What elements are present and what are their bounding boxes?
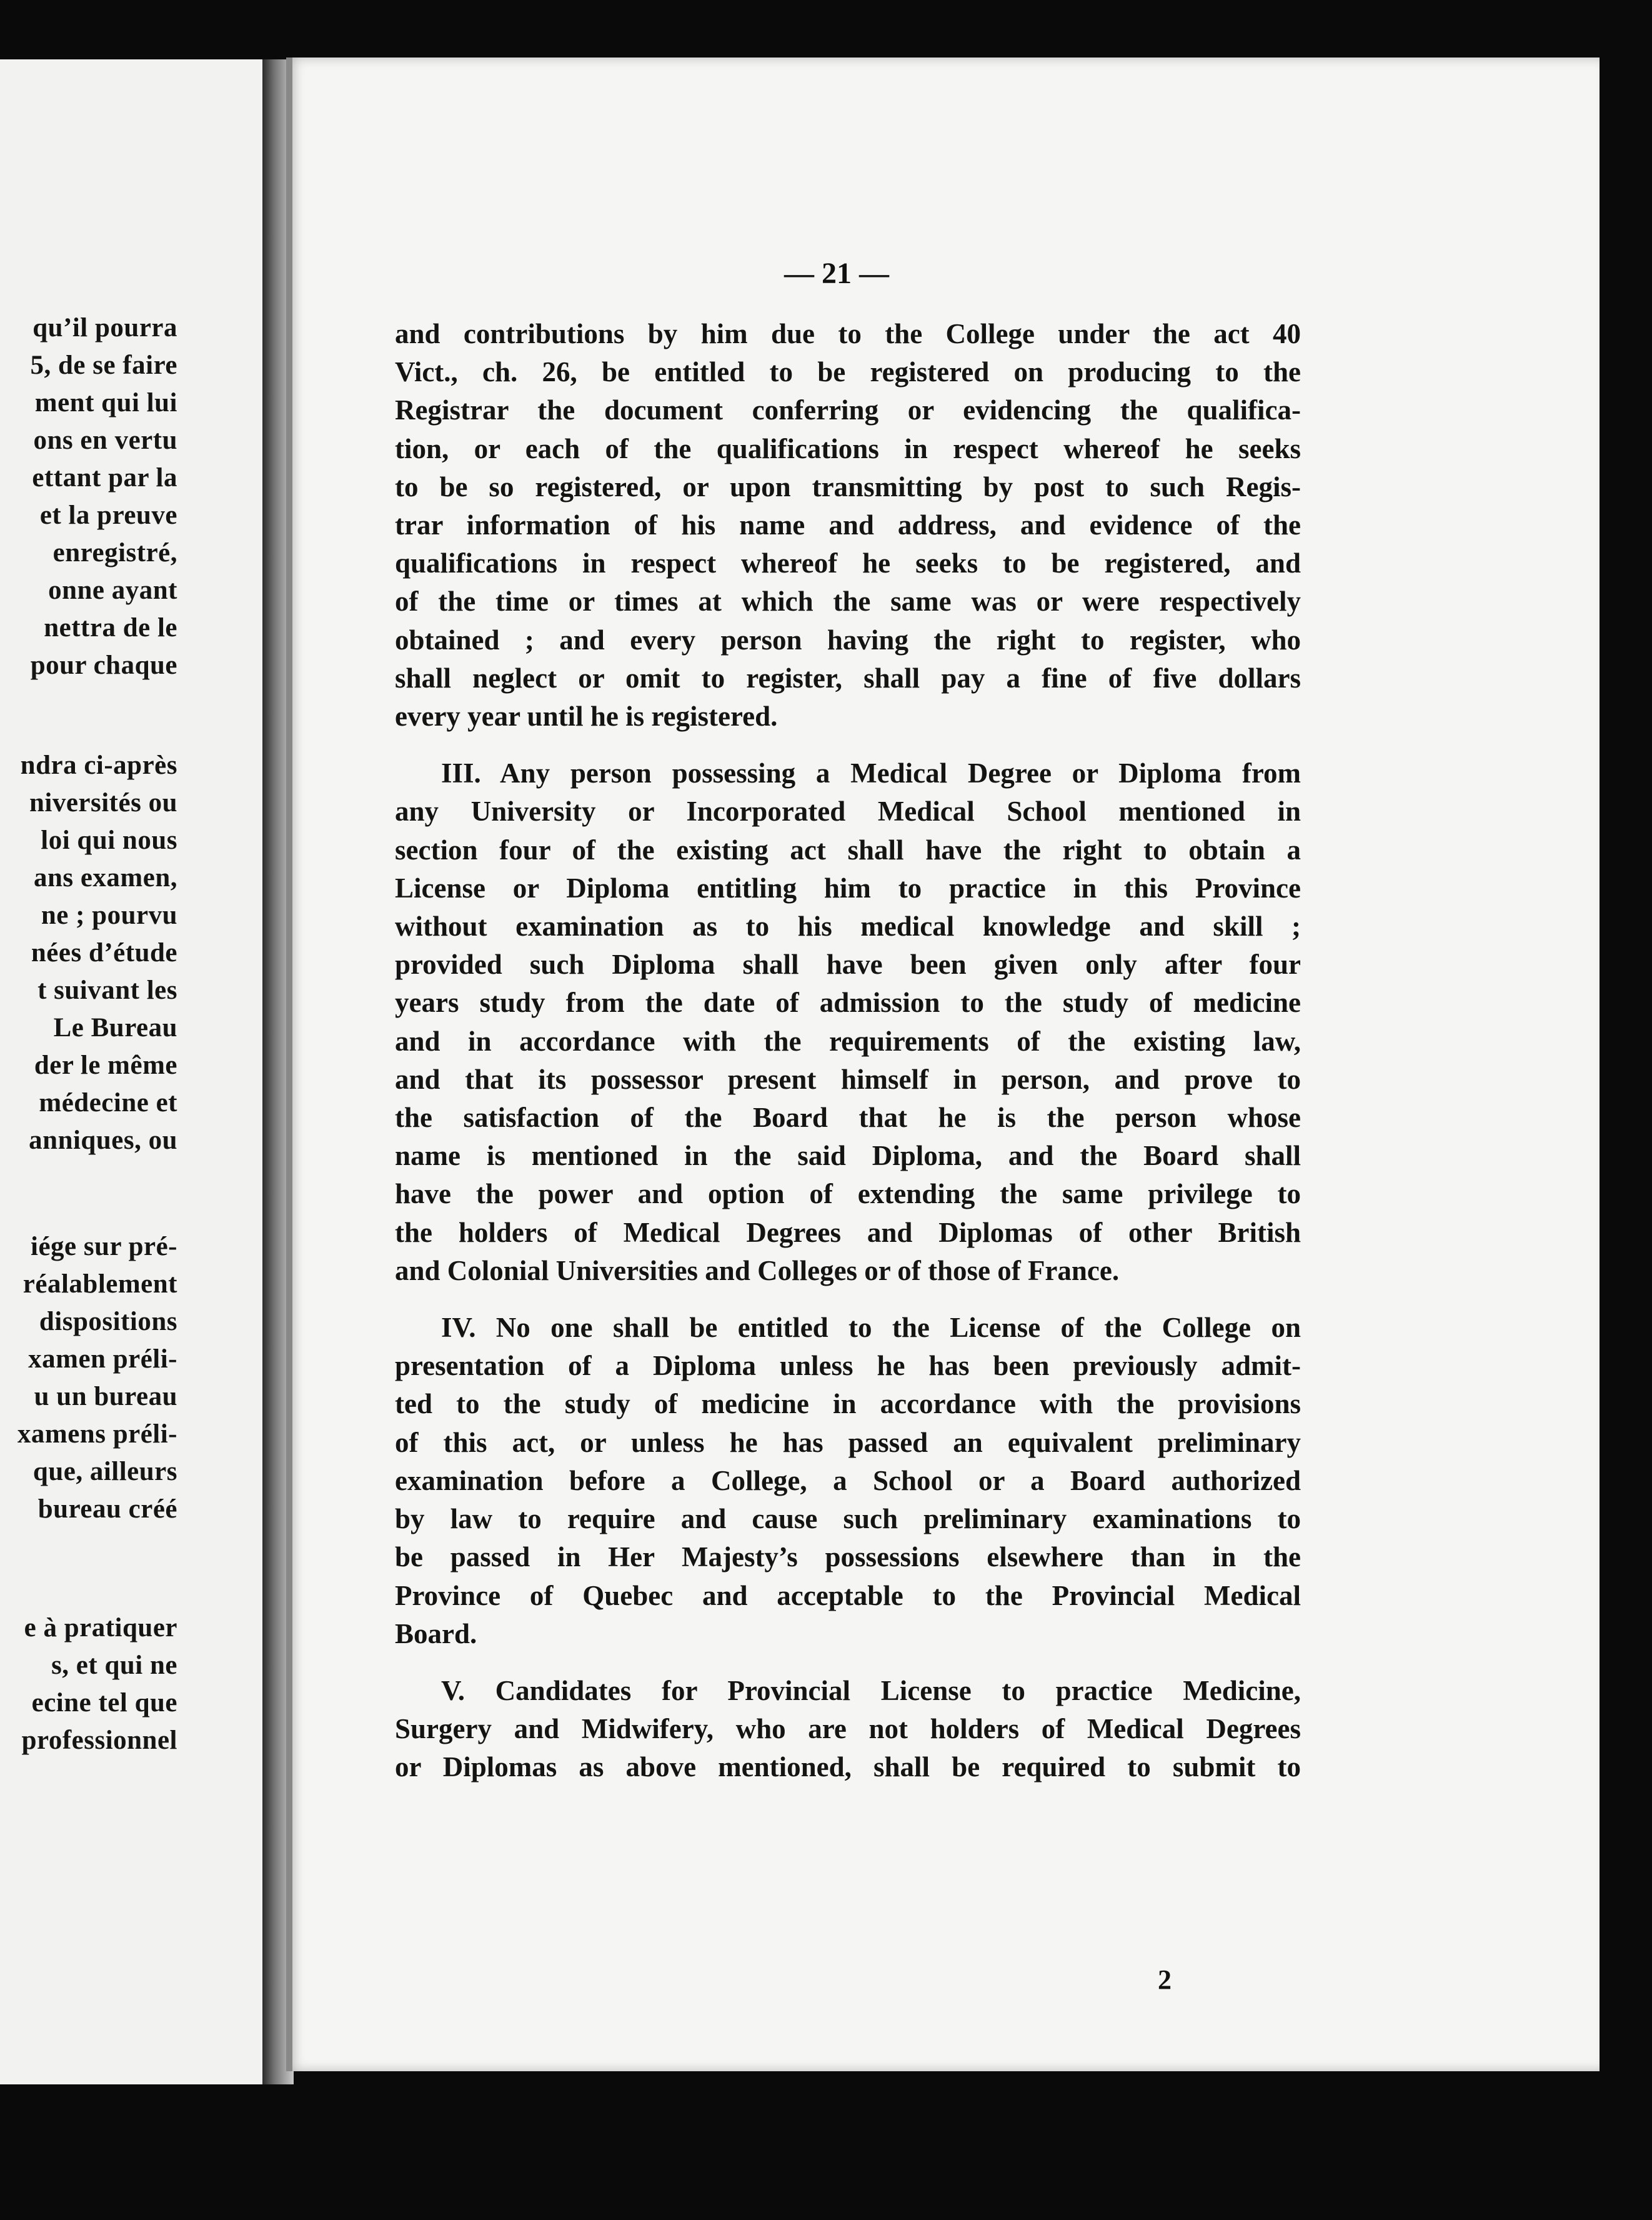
left-page-line: onne ayant xyxy=(48,576,177,605)
text-line: and contributions by him due to the College under the act 40 xyxy=(395,318,1301,349)
left-page-line: nettra de le xyxy=(44,613,177,642)
left-page-line: ettant par la xyxy=(32,463,177,492)
paragraph xyxy=(395,1309,1301,1653)
left-page-line: niversités ou xyxy=(29,788,177,818)
text-line: obtained ; and every person having the right to register, who xyxy=(395,624,1301,656)
left-page-line: t suivant les xyxy=(37,976,177,1005)
text-line: any University or Incorporated Medical School mentioned in xyxy=(395,796,1301,828)
text-line: section four of the existing act shall have the right to obtain a xyxy=(395,834,1301,866)
text-line: or Diplomas as above mentioned, shall be required to submit to xyxy=(395,1751,1301,1783)
left-page-line: que, ailleurs xyxy=(32,1457,177,1486)
left-page-line: bureau créé xyxy=(37,1494,177,1524)
text-line: III. Any person possessing a Medical Degree or Diploma from xyxy=(441,758,1301,789)
text-line: provided such Diploma shall have been given only after four xyxy=(395,949,1301,981)
left-page-line: médecine et xyxy=(39,1088,177,1118)
text-line: name is mentioned in the said Diploma, and the Board shall xyxy=(395,1140,1301,1172)
text-line: Province of Quebec and acceptable to the Provincial Medical xyxy=(395,1579,1301,1611)
left-page-line: enregistré, xyxy=(52,538,177,568)
text-line: Board. xyxy=(395,1618,477,1649)
text-line: and that its possessor present himself in person, and prove to xyxy=(395,1063,1301,1095)
left-page-line: Le Bureau xyxy=(53,1013,177,1042)
text-line: without examination as to his medical knowledge and skill ; xyxy=(395,911,1301,942)
left-page-line: u un bureau xyxy=(34,1382,177,1411)
text-line: have the power and option of extending the same privilege to xyxy=(395,1178,1301,1210)
left-page-line: pour chaque xyxy=(30,651,177,680)
left-page-line: iége sur pré- xyxy=(31,1232,177,1261)
page-edge xyxy=(286,58,292,2071)
left-page-line: anniques, ou xyxy=(29,1126,177,1155)
left-page-line: 5, de se faire xyxy=(30,351,177,380)
left-page-line: nées d’étude xyxy=(31,938,177,968)
text-line: shall neglect or omit to register, shall pay a fine of five dollars xyxy=(395,662,1301,694)
text-line: IV. No one shall be entitled to the License of the College on xyxy=(441,1312,1301,1344)
text-line: tion, or each of the qualifications in respect whereof he seeks xyxy=(395,432,1301,464)
text-line: License or Diploma entitling him to practice in this Province xyxy=(395,872,1301,904)
text-line: of the time or times at which the same was or were respectively xyxy=(395,586,1301,618)
body-text xyxy=(395,315,1301,1787)
left-page-line: s, et qui ne xyxy=(51,1651,177,1680)
left-page-line: ndra ci-après xyxy=(20,751,177,780)
text-line: presentation of a Diploma unless he has been previously admit- xyxy=(395,1350,1301,1382)
left-page-line: et la preuve xyxy=(39,501,177,530)
left-page-line: ment qui lui xyxy=(34,388,177,418)
text-line: the holders of Medical Degrees and Diplomas of other British xyxy=(395,1216,1301,1248)
text-line: ted to the study of medicine in accordance with the provisions xyxy=(395,1388,1301,1420)
left-page-line: qu’il pourra xyxy=(32,313,177,342)
text-line: and Colonial Universities and Colleges or of those of France. xyxy=(395,1254,1120,1286)
text-line: qualifications in respect whereof he seeks to be registered, and xyxy=(395,548,1301,579)
left-page-line: ans examen, xyxy=(33,863,177,892)
text-line: trar information of his name and address, and evidence of the xyxy=(395,509,1301,541)
text-line: V. Candidates for Provincial License to practice Medicine, xyxy=(441,1674,1301,1706)
signature-mark: 2 xyxy=(1158,1964,1172,1995)
paragraph xyxy=(395,1672,1301,1787)
left-page-line: réalablement xyxy=(22,1269,177,1299)
text-line: years study from the date of admission to the study of medicine xyxy=(395,987,1301,1019)
text-line: to be so registered, or upon transmitting by post to such Regis- xyxy=(395,471,1301,502)
text-line: of this act, or unless he has passed an equivalent preliminary xyxy=(395,1426,1301,1458)
left-page-line: xamen préli- xyxy=(28,1344,177,1374)
left-page-line: ne ; pourvu xyxy=(41,901,177,930)
left-page-line: professionnel xyxy=(21,1726,177,1755)
left-page-line: ecine tel que xyxy=(31,1688,177,1718)
left-page-line: e à pratiquer xyxy=(24,1613,177,1642)
text-line: the satisfaction of the Board that he is the person whose xyxy=(395,1102,1301,1134)
text-line: and in accordance with the requirements of the existing law, xyxy=(395,1025,1301,1057)
left-page-line: dispositions xyxy=(39,1307,177,1336)
left-page-line: xamens préli- xyxy=(17,1419,177,1449)
text-line: by law to require and cause such preliminary examinations to xyxy=(395,1503,1301,1535)
paragraph xyxy=(395,754,1301,1290)
text-line: Registrar the document conferring or evidencing the qualifica- xyxy=(395,394,1301,426)
text-line: Vict., ch. 26, be entitled to be registered on producing to the xyxy=(395,356,1301,388)
text-line: be passed in Her Majesty’s possessions elsewhere than in the xyxy=(395,1541,1301,1573)
left-page xyxy=(0,59,269,2084)
page-number: — 21 — xyxy=(784,257,889,290)
text-line: examination before a College, a School or a Board authorized xyxy=(395,1464,1301,1496)
paragraph xyxy=(395,315,1301,736)
text-line: every year until he is registered. xyxy=(395,701,778,732)
text-line: Surgery and Midwifery, who are not holders of Medical Degrees xyxy=(395,1713,1301,1745)
left-page-line: ons en vertu xyxy=(33,426,177,455)
left-page-line: der le même xyxy=(34,1051,177,1080)
left-page-line: loi qui nous xyxy=(41,826,177,855)
